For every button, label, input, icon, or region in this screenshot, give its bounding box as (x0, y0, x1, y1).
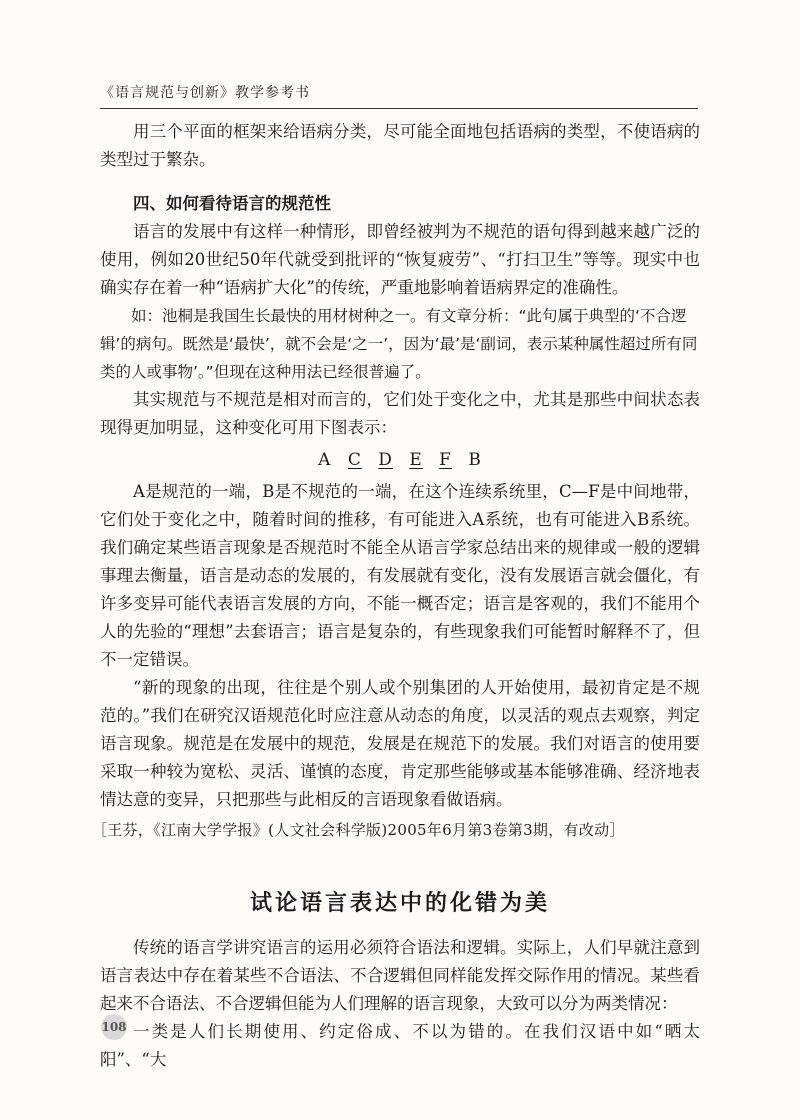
diagram-label-c: C (347, 450, 362, 470)
body-paragraph-4: “新的现象的出现，往往是个别人或个别集团的人开始使用，最初肯定是不规范的。”我们在研究汉语规范化时应注意从动态的角度，以灵活的观点去观察，判定语言现象。规范是在发展中的规范，发展是在规范下的发展。我们对语言的使用要采取一种较为宽松、灵活、谨慎的态度，肯定那些能够或基本能够准确、经济地表情达意的变异，只把那些与此相反的言语现象看做语病。 (100, 678, 700, 809)
body-paragraph-2: 其实规范与不规范是相对而言的，它们处于变化之中，尤其是那些中间状态表现得更加明显，这种变化可用下图表示： (100, 390, 700, 437)
body-paragraph-1: 语言的发展中有这样一种情形，即曾经被判为不规范的语句得到越来越广泛的使用，例如20世纪50年代就受到批评的“恢复疲劳”、“打扫卫生”等等。现实中也确实存在着一种“语病扩大化”的传统，严重地影响着语病界定的准确性。 (100, 222, 700, 297)
page-content (92, 118, 700, 1074)
header-rule (100, 108, 698, 109)
diagram-label-d: D (378, 450, 393, 470)
article-paragraph-2: 一类是人们长期使用、约定俗成、不以为错的。在我们汉语中如“晒太阳”、“大 (100, 1022, 700, 1069)
continuum-diagram (100, 448, 700, 472)
page-number-badge: 108 (101, 1014, 127, 1040)
example-paragraph: 如：池桐是我国生长最快的用材树种之一。有文章分析：“此句属于典型的‘不合逻辑’的病句。既然是‘最快’，就不会是‘之一’，因为‘最’是‘副词，表示某种属性超过所有同类的人或事物’。”但现在这种用法已经很普遍了。 (100, 307, 698, 381)
section-heading: 四、如何看待语言的规范性 (133, 194, 331, 213)
intro-paragraph: 用三个平面的框架来给语病分类，尽可能全面地包括语病的类型，不使语病的类型过于繁杂。 (100, 122, 700, 169)
article-title: 试论语言表达中的化错为美 (249, 890, 550, 916)
body-paragraph-3: A是规范的一端，B是不规范的一端，在这个连续系统里，C—F是中间地带，它们处于变化之中，随着时间的推移，有可能进入A系统，也有可能进入B系统。我们确定某些语言现象是否规范时不能全从语言学家总结出来的规律或一般的逻辑事理去衡量，语言是动态的发展的，有发展就有变化，没有发展语言就会僵化，有许多变异可能代表语言发展的方向，不能一概否定；语言是客观的，我们不能用个人的先验的“理想”去套语言；语言是复杂的，有些现象我们可能暂时解释不了，但不一定错误。 (100, 482, 700, 669)
article-paragraph-1: 传统的语言学讲究语言的运用必须符合语法和逻辑。实际上，人们早就注意到语言表达中存在着某些不合语法、不合逻辑但同样能发挥交际作用的情况。某些看起来不合语法、不合逻辑但能为人们理解的语言现象，大致可以分为两类情况： (100, 938, 700, 1013)
diagram-label-e: E (409, 450, 423, 470)
diagram-label-b: B (468, 450, 482, 470)
running-header: 《语言规范与创新》教学参考书 (100, 85, 310, 101)
source-citation: ［王芬，《江南大学学报》(人文社会科学版)2005年6月第3卷第3期，有改动］ (92, 821, 625, 839)
diagram-label-f: F (439, 450, 452, 470)
diagram-label-a: A (318, 450, 332, 470)
